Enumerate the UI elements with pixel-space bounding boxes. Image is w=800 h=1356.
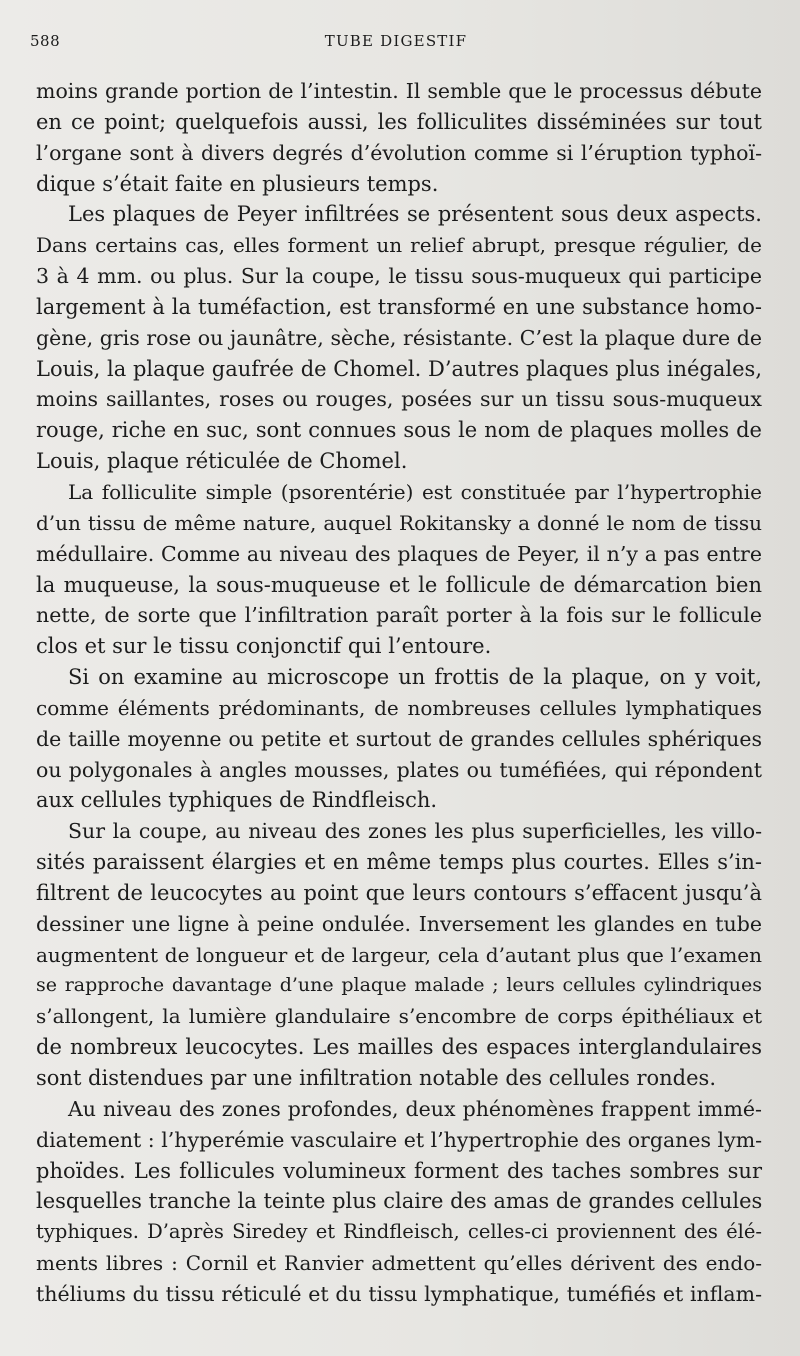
text-line: d’un tissu de même nature, auquel Rokitansky a donné le nom de tissu <box>36 510 762 535</box>
text-line: médullaire. Comme au niveau des plaques de Peyer, il n’y a pas entre <box>36 541 762 566</box>
text-line: Au niveau des zones profondes, deux phénomènes frappent immé- <box>68 1096 762 1121</box>
text-line: Sur la coupe, au niveau des zones les plus superficielles, les villo- <box>68 819 762 844</box>
text-line: sont distendues par une infiltration notable des cellules rondes. <box>36 1066 717 1090</box>
text-line: aux cellules typhiques de Rindfleisch. <box>36 788 438 813</box>
text-line: s’allongent, la lumière glandulaire s’encombre de corps épithéliaux et <box>36 1004 762 1029</box>
text-line: Les plaques de Peyer infiltrées se présentent sous deux aspects. <box>68 202 762 227</box>
text-line: comme éléments prédominants, de nombreuses cellules lymphatiques <box>36 695 762 720</box>
text-line: clos et sur le tissu conjonctif qui l’entoure. <box>36 634 492 659</box>
text-line: l’organe sont à divers degrés d’évolution comme si l’éruption typhoï- <box>36 140 762 165</box>
text-line: théliums du tissu réticulé et du tissu lymphatique, tuméfiés et inflam- <box>36 1281 762 1306</box>
text-line: nette, de sorte que l’infiltration paraît porter à la fois sur le follicule <box>36 603 762 628</box>
body-text <box>36 76 762 1310</box>
text-line: de taille moyenne ou petite et surtout de grandes cellules sphériques <box>36 726 762 751</box>
text-line: gène, gris rose ou jaunâtre, sèche, résistante. C’est la plaque dure de <box>36 325 762 350</box>
page-header <box>30 32 762 56</box>
text-line: moins grande portion de l’intestin. Il semble que le processus débute <box>36 79 762 103</box>
text-line: de nombreux leucocytes. Les mailles des espaces interglandulaires <box>36 1035 762 1060</box>
text-line: augmentent de longueur et de largeur, cela d’autant plus que l’examen <box>36 942 762 967</box>
text-line: dessiner une ligne à peine ondulée. Inversement les glandes en tube <box>36 911 762 936</box>
text-line: ou polygonales à angles mousses, plates ou tuméfiées, qui répondent <box>36 757 762 782</box>
text-line: 3 à 4 mm. ou plus. Sur la coupe, le tissu sous-muqueux qui participe <box>36 264 762 289</box>
text-line: se rapproche davantage d’une plaque malade ; leurs cellules cylindriques <box>36 974 762 997</box>
text-line: largement à la tuméfaction, est transformé en une substance homo- <box>36 294 762 319</box>
text-line: Dans certains cas, elles forment un relief abrupt, presque régulier, de <box>36 233 762 258</box>
running-title: TUBE DIGESTIF <box>324 32 468 50</box>
text-line: ments libres : Cornil et Ranvier admettent qu’elles dérivent des endo- <box>36 1251 762 1276</box>
page-number: 588 <box>30 32 61 50</box>
text-line: la muqueuse, la sous-muqueuse et le follicule de démarcation bien <box>36 572 762 597</box>
text-line: La folliculite simple (psorentérie) est constituée par l’hypertrophie <box>68 479 762 504</box>
text-line: Si on examine au microscope un frottis de la plaque, on y voit, <box>68 665 762 690</box>
text-line: Louis, plaque réticulée de Chomel. <box>36 449 408 474</box>
text-line: diatement : l’hyperémie vasculaire et l’hypertrophie des organes lym- <box>36 1127 763 1152</box>
text-line: en ce point; quelquefois aussi, les folliculites disséminées sur tout <box>36 109 762 134</box>
text-line: typhiques. D’après Siredey et Rindfleisch, celles-ci proviennent des élé- <box>36 1220 762 1244</box>
text-line: dique s’était faite en plusieurs temps. <box>36 171 439 196</box>
text-line: lesquelles tranche la teinte plus claire des amas de grandes cellules <box>36 1189 763 1214</box>
text-line: phoïdes. Les follicules volumineux forment des taches sombres sur <box>36 1158 762 1183</box>
text-line: rouge, riche en suc, sont connues sous le nom de plaques molles de <box>36 418 762 443</box>
text-line: moins saillantes, roses ou rouges, posées sur un tissu sous-muqueux <box>36 387 762 412</box>
text-line: sités paraissent élargies et en même temps plus courtes. Elles s’in- <box>36 850 762 875</box>
text-line: filtrent de leucocytes au point que leurs contours s’effacent jusqu’à <box>36 880 762 905</box>
text-line: Louis, la plaque gaufrée de Chomel. D’autres plaques plus inégales, <box>36 356 762 381</box>
